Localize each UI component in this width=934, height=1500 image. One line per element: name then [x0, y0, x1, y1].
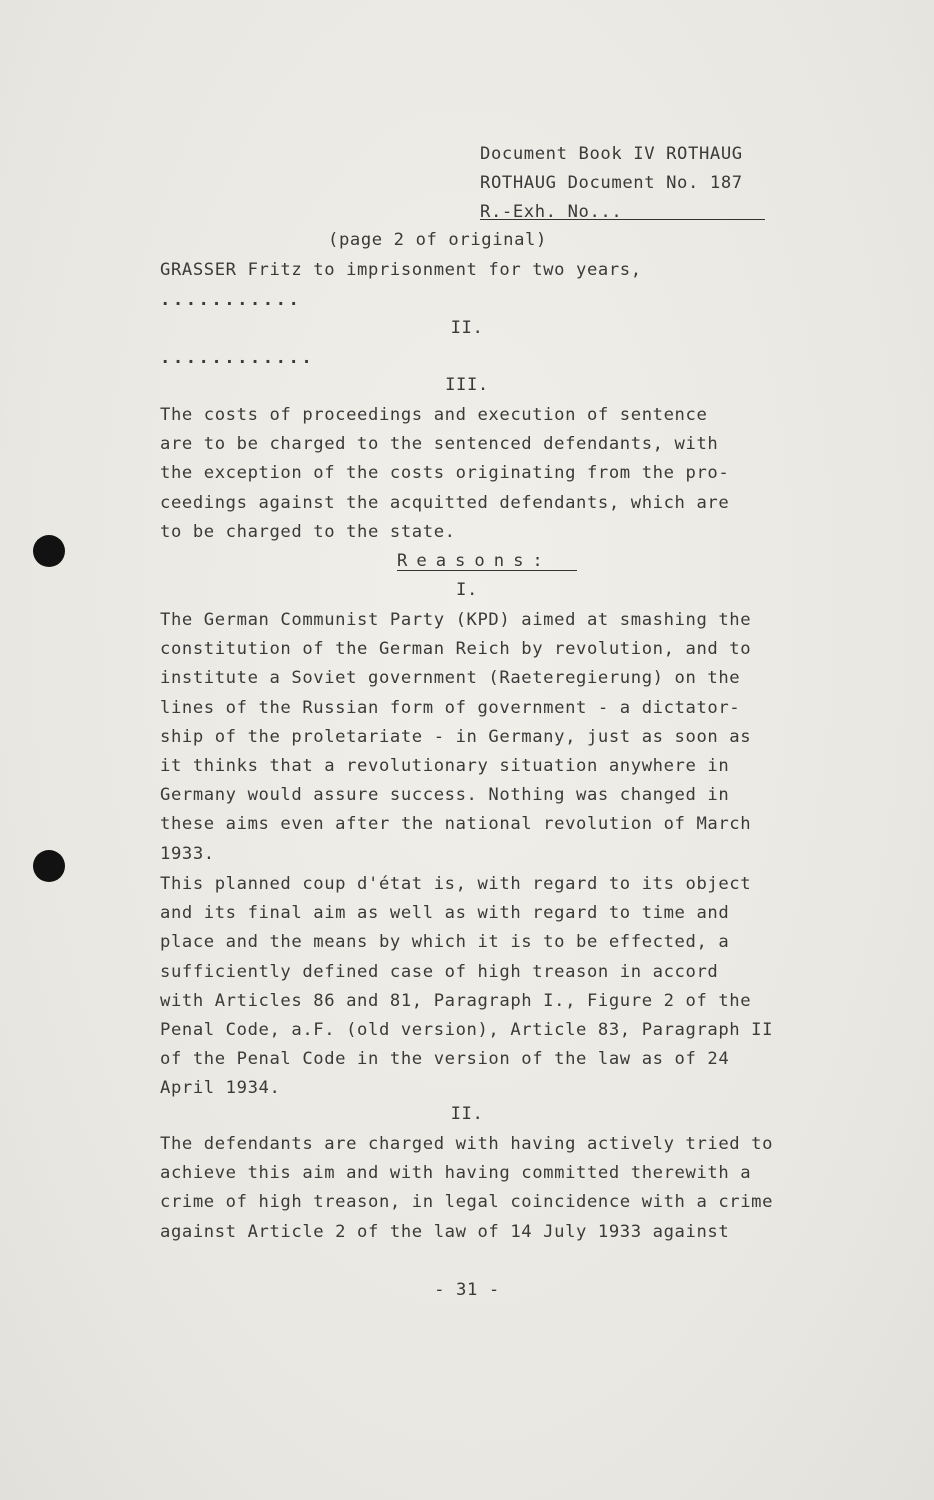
- paragraph-line: constitution of the German Reich by revolution, and to: [160, 639, 752, 660]
- paragraph-line: against Article 2 of the law of 14 July 1933 against: [160, 1221, 730, 1242]
- sentence-line: GRASSER Fritz to imprisonment for two years,: [160, 260, 642, 280]
- paragraph-line: The defendants are charged with having actively tried to: [160, 1134, 774, 1154]
- punch-hole-top: [33, 535, 65, 567]
- page-note: (page 2 of original): [328, 230, 547, 250]
- omission-dots-1: ...........: [160, 290, 302, 310]
- paragraph-line: it thinks that a revolutionary situation anywhere in: [160, 756, 730, 777]
- header-document-book: Document Book IV ROTHAUG: [480, 144, 743, 164]
- header-underline: [480, 219, 765, 220]
- paragraph-line: of the Penal Code in the version of the law as of 24: [160, 1049, 730, 1070]
- paragraph-line: and its final aim as well as with regard to time and: [160, 903, 730, 924]
- paragraph-line: April 1934.: [160, 1078, 281, 1099]
- omission-dots-2: ............: [160, 348, 315, 368]
- reasons-heading: Reasons:: [397, 551, 552, 571]
- punch-hole-bottom: [33, 850, 65, 882]
- section-heading-ii-reasons: II.: [450, 1104, 484, 1124]
- paragraph-line: with Articles 86 and 81, Paragraph I., Figure 2 of the: [160, 990, 752, 1011]
- paragraph-line: lines of the Russian form of government - a dictator-: [160, 697, 741, 718]
- paragraph-line: institute a Soviet government (Raeteregierung) on the: [160, 668, 741, 689]
- header-exhibit-number: R.-Exh. No...: [480, 202, 623, 222]
- section-heading-ii: II.: [450, 318, 484, 338]
- paragraph-line: Germany would assure success. Nothing was changed in: [160, 785, 730, 806]
- paragraph-line: The German Communist Party (KPD) aimed at smashing the: [160, 610, 752, 630]
- header-document-number: ROTHAUG Document No. 187: [480, 173, 743, 193]
- paragraph-line: to be charged to the state.: [160, 521, 456, 542]
- paragraph-line: The costs of proceedings and execution of sentence: [160, 405, 708, 425]
- paragraph-line: place and the means by which it is to be effected, a: [160, 932, 730, 953]
- section-heading-i: I.: [456, 580, 478, 600]
- kpd-paragraph: [160, 606, 751, 869]
- paragraph-line: This planned coup d'état is, with regard to its object: [160, 874, 752, 894]
- page-number: - 31 -: [434, 1280, 500, 1300]
- coup-paragraph: [160, 870, 773, 1104]
- paragraph-line: are to be charged to the sentenced defendants, with: [160, 434, 719, 455]
- costs-paragraph: [160, 401, 729, 547]
- paragraph-line: ceedings against the acquitted defendants, which are: [160, 492, 730, 513]
- paragraph-line: 1933.: [160, 843, 215, 864]
- paragraph-line: Penal Code, a.F. (old version), Article 83, Paragraph II: [160, 1020, 774, 1041]
- paragraph-line: ship of the proletariate - in Germany, just as soon as: [160, 726, 752, 747]
- paragraph-line: these aims even after the national revolution of March: [160, 814, 752, 835]
- paragraph-line: achieve this aim and with having committed therewith a: [160, 1163, 752, 1184]
- paragraph-line: crime of high treason, in legal coincidence with a crime: [160, 1192, 774, 1213]
- section-heading-iii: III.: [445, 375, 489, 395]
- defendants-paragraph: [160, 1130, 773, 1247]
- reasons-underline: [397, 570, 577, 571]
- paragraph-line: sufficiently defined case of high treason in accord: [160, 961, 719, 982]
- paragraph-line: the exception of the costs originating from the pro-: [160, 463, 730, 484]
